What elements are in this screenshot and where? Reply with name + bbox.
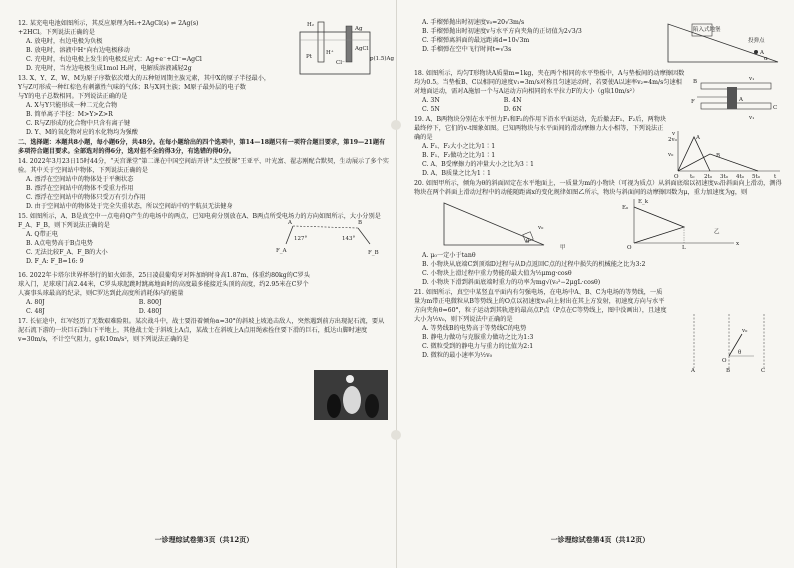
q15-option: D. F_A: F_B=16: 9 [26, 258, 84, 265]
q19-option: C. A、B受摩擦力的冲量大小之比为3∶1 [422, 161, 534, 168]
q15-option: B. A点电势高于B点电势 [26, 240, 93, 247]
q17-option: C. 手榴弹离斜面的最远距离d=10√3m [422, 37, 530, 44]
fig-label: H⁺ [326, 50, 334, 56]
q13-stem: 13. X、Y、Z、W、M为原子序数依次增大的五种短周期主族元素，其中X的原子半径最小， [18, 75, 271, 82]
fig-label: v₁ [749, 115, 755, 121]
q12-option: D. 充电时，当左边电极生成1mol H₂时，电解质溶液减轻2g [26, 65, 192, 72]
fig-label: v₀ [538, 225, 544, 231]
q16-option: B. 800J [138, 299, 162, 306]
fig-label: A [691, 368, 695, 374]
fig-label: 陷入式地堡 [693, 27, 721, 33]
fig-label: O [722, 358, 727, 364]
q18-option-row [414, 96, 686, 105]
q17-stem: 17. 长征途中，红军经历了无数艰难险阻。某次战斗中，战士要沿着倾角α=30°的斜坡上坡追击敌人，突然遇到前方出现泥石流，要从泥石流下游的一块巨石到山下平地上，其他战士处于斜坡上A点，某战士在斜坡上A点用绳索拴住要下滑的巨石，抵达山脚时速度v=30m/s，不计空气阻力，g取10m/s²，则下列说法正确的是 [18, 318, 385, 343]
q15-options [18, 230, 178, 266]
fig-label: α [764, 56, 768, 62]
q12-stem [18, 19, 272, 28]
q18-option: C. 5N [422, 106, 440, 113]
q21-option: A. 等势线B的电势高于等势线C的电势 [422, 325, 527, 332]
fig-label: v₁ [749, 76, 755, 82]
q13-option: A. X与Y只能形成一种二元化合物 [26, 102, 118, 109]
q13-option: D. Y、M的氧化物对应的水化物均为强酸 [26, 129, 138, 136]
q16-text [18, 271, 390, 316]
q17-option: D. 手榴弹在空中飞行时间t=√3s [422, 46, 512, 53]
q19-option: D. A、B质量之比为1∶1 [422, 170, 491, 177]
q18-block [414, 69, 786, 121]
q20-figures [414, 197, 786, 251]
q12-stem-line1: 12. 某充电电池如图所示，其反应原理为H₂+2AgCl(s) ⇌ 2Ag(s) [18, 20, 199, 27]
fig-label: 乙 [714, 229, 720, 235]
fig-label: 127° [294, 236, 308, 242]
q16-option-row [18, 307, 310, 316]
right-page [414, 18, 786, 548]
q21-stem: 21. 如图所示，真空中某竖直平面内有匀强电场，在电场中A、B、C为电场的等势线，一质量为m带正电微粒从B等势线上的O点以初速度v₀向上射出在其上方发射，初速度方向与水平方向夹角θ=60°，粒子运动到其轨迹的最高点P点（P点在C等势线上，图中没画出），且速度大小为½v₀，则下列说法中正确的是 [414, 289, 667, 323]
q20-option: A. μ₀一定小于tanθ [422, 252, 476, 259]
binding-hole [391, 120, 401, 130]
q16-option: A. 80J [26, 299, 45, 306]
fig-label: B [358, 220, 363, 226]
fig-label: v₀ [742, 328, 748, 334]
q12-option: A. 放电时，右边电极为负极 [26, 38, 103, 45]
q17-option: A. 手榴弹抛出时初速度v₀=20√3m/s [422, 19, 525, 26]
q17-options-block [414, 18, 786, 68]
page-spine [396, 0, 397, 568]
q19-block [414, 115, 786, 178]
equipotential-figure [674, 310, 784, 372]
fig-label: AgCl [355, 46, 369, 52]
fig-label: A [739, 97, 743, 103]
q13-option: B. 简单离子半径：M>Y>Z>R [26, 111, 113, 118]
q12-option: B. 放电时，溶液中H⁺向右边电极移动 [26, 47, 130, 54]
fig-label: B [726, 368, 731, 374]
q15-option: C. 无法比较F_A、F_B的大小 [26, 249, 108, 256]
fig-label: v₀ [668, 152, 674, 158]
q19-stem: 19. A、B两物块分别在水平恒力F₁和F₂的作用下沿水平面运动，先后撤去F₁、F₂后，两物块最终停下，它们的v-t图象如图。已知两物块与水平面间的滑动摩擦力大小相等，下列说法正确的是 [414, 116, 667, 141]
q18-option: A. 3N [422, 97, 440, 104]
fig-label: 3t₀ [720, 174, 728, 180]
q20-option: B. 小物块从底端C到顶端D过程与从D点返回C点的过程中损失的机械能之比为3:2 [422, 261, 646, 268]
fig-label: A [288, 220, 292, 226]
q20-stem: 20. 如图甲所示，倾角为θ的斜面固定在水平地面上，一质量为m的小物块（可视为质点）从斜面底端以初速度v₀沿斜面向上滑动，测得物块在两个斜面上滑动过程中的动能随距离x的变化规律如图乙所示，物块与斜面间的动摩擦因数为μ，重力加速度为g，则 [414, 180, 782, 196]
fig-label: H₂ [307, 22, 315, 28]
q16-stem: 16. 2022年卡塔尔世界杯举行的如火如荼，25日凌晨葡萄牙对阵加纳时身高1.87m、体重约80kg的C罗头球入门，足球球门高2.44米，C罗头球起跳时跳离地面时的高度最多能接近头顶的高度，约2.95米在C罗个人赛事头球最高的纪录，则C罗达到此高度所消耗体内的能量 [18, 272, 310, 297]
q21-block [414, 288, 786, 374]
q20-option: C. 小物块上滑过程中重力势能的最大值为½μmg·cosθ [422, 270, 572, 277]
fig-label: x [736, 241, 740, 247]
q19-option: A. F₁、F₂大小之比为1∶1 [422, 143, 496, 150]
q18-stem: 18. 如图所示，均匀T形物块A质量m=1kg，夹在两个相同的水平垫板中，A与垫板间的动摩擦因数均为0.5。当垫板B、C以相同的速度v₁=3m/s对称且匀速运动时，若要使A以速率v₂=4m/s匀速相对地面运动，需对A施加一个与A运动方向相同的水平拉力F的大小（g取10m/s²） [414, 70, 685, 95]
q14-option: B. 漂浮在空间站中的物体不受重力作用 [26, 185, 134, 192]
q15-stem: 15. 如图所示，A、B是真空中一点电荷Q产生的电场中的两点，已知电荷分别放在A、B两点所受电场力的方向如图所示，大小分别是F_A、F_B，则下列说法正确的是 [18, 213, 381, 229]
fig-label: L [682, 245, 686, 251]
fig-label: B [693, 79, 698, 85]
fig-label: F [691, 99, 695, 105]
fig-label: B [716, 153, 721, 159]
fig-label: t₀ [690, 174, 695, 180]
q20-option: D. 小物块下滑到斜面底端时重力的功率为mg√(v₀²−2μgL·cosθ) [422, 279, 601, 286]
fig-label: C [773, 105, 778, 111]
fig-label: F_B [368, 250, 379, 256]
q18-option: D. 6N [503, 106, 522, 113]
fig-label: θ [738, 350, 742, 356]
fig-label: 2v₀ [668, 137, 677, 143]
q16-option: D. 480J [138, 308, 162, 315]
field-figure [258, 218, 383, 262]
q17-option: B. 手榴弹抛出时初速度v与水平方向夹角的正切值为2√3/3 [422, 28, 582, 35]
fig-label: θ [526, 239, 530, 245]
q21-option: B. 静电力做功与克服重力做功之比为1:3 [422, 334, 534, 341]
fig-label: Ag [355, 26, 363, 32]
q13-option: C. R与Z形成的化合物中只含有离子键 [26, 120, 131, 127]
q14-option: A. 漂浮在空间站中的物体处于平衡状态 [26, 176, 134, 183]
q19-option: B. F₁、F₂做功之比为1∶1 [422, 152, 496, 159]
vt-graph [668, 129, 784, 179]
q12-stem-line2: +2HCl。下列说法正确的是 [18, 29, 95, 36]
binding-hole [391, 430, 401, 440]
q13-stem-line2: Y与Z可形成一种红棕色有刺激性气味的气体；R与X同主族；M原子最外层的电子数 [18, 84, 246, 91]
fig-label: 2t₀ [704, 174, 712, 180]
fig-label: E_k [638, 199, 649, 205]
fig-label: C [761, 368, 766, 374]
left-page [18, 18, 395, 548]
fig-label: E₀ [622, 205, 629, 211]
fig-label: 5t₀ [752, 174, 760, 180]
fig-label: v [672, 131, 676, 137]
section-two-heading: 二、选择题：本题共8小题，每小题6分，共48分。在每小题给出的四个选项中，第14—18题只有一项符合题目要求，第19—21题有多项符合题目要求。全部选对的得6分，选对但不全的得3分，有选错的得0分。 [18, 139, 386, 155]
q12-option: C. 充电时，右边电极上发生的电极反应式：Ag+e⁻+Cl⁻=AgCl [26, 56, 202, 63]
q17-options [414, 18, 664, 54]
fig-label: p(1.5)Ag [370, 56, 395, 62]
q16-option: C. 48J [26, 308, 45, 315]
q14-stem: 14. 2022年3月23日15时44分，“天宫课堂”第二课在中国空间站开讲“太空授课”王亚平、叶光富、翟志刚配合默契，生动展示了多个实验。其中关于空间站中物体，下列说法正确的是 [18, 158, 389, 174]
q14-option: C. 漂浮在空间站中的物体只受万有引力作用 [26, 194, 146, 201]
fig-label: 4t₀ [736, 174, 744, 180]
battery-figure [280, 18, 395, 78]
q21-option: D. 微粒的最小速率为½v₀ [422, 352, 493, 359]
q21-option: C. 微粒受到的静电力与重力的比值为2:1 [422, 343, 534, 350]
q18-option-row [414, 105, 686, 114]
page-footer-right: 一诊理综试卷第4页（共12页） [550, 535, 650, 544]
fig-label: t [774, 174, 777, 180]
soccer-photo-art [314, 370, 388, 420]
fig-label: O [674, 174, 679, 180]
q14-option: D. 由于空间站中的物体处于完全失重状态，所以空间站中的宇航员无法健身 [26, 203, 233, 210]
page-footer-left: 一诊理综试卷第3页（共12页） [154, 535, 254, 544]
fig-label: F_A [276, 248, 287, 254]
fig-label: A [696, 135, 700, 141]
fig-label: 143° [342, 236, 356, 242]
soccer-photo [314, 370, 388, 420]
fig-label: A [760, 50, 764, 56]
fig-label: Pt [306, 54, 312, 60]
fig-label: 投弹点 [748, 38, 765, 44]
slope-figure [664, 18, 782, 66]
q18-option: B. 4N [503, 97, 522, 104]
fig-label: O [627, 245, 632, 251]
q15-option: A. Q带正电 [26, 231, 59, 238]
q13-stem-line3: 与Y的电子总数相同。下列说法正确的是 [18, 93, 128, 100]
fig-label: Cl⁻ [336, 60, 345, 66]
q16-option-row [18, 298, 310, 307]
fig-label: 甲 [560, 245, 566, 251]
